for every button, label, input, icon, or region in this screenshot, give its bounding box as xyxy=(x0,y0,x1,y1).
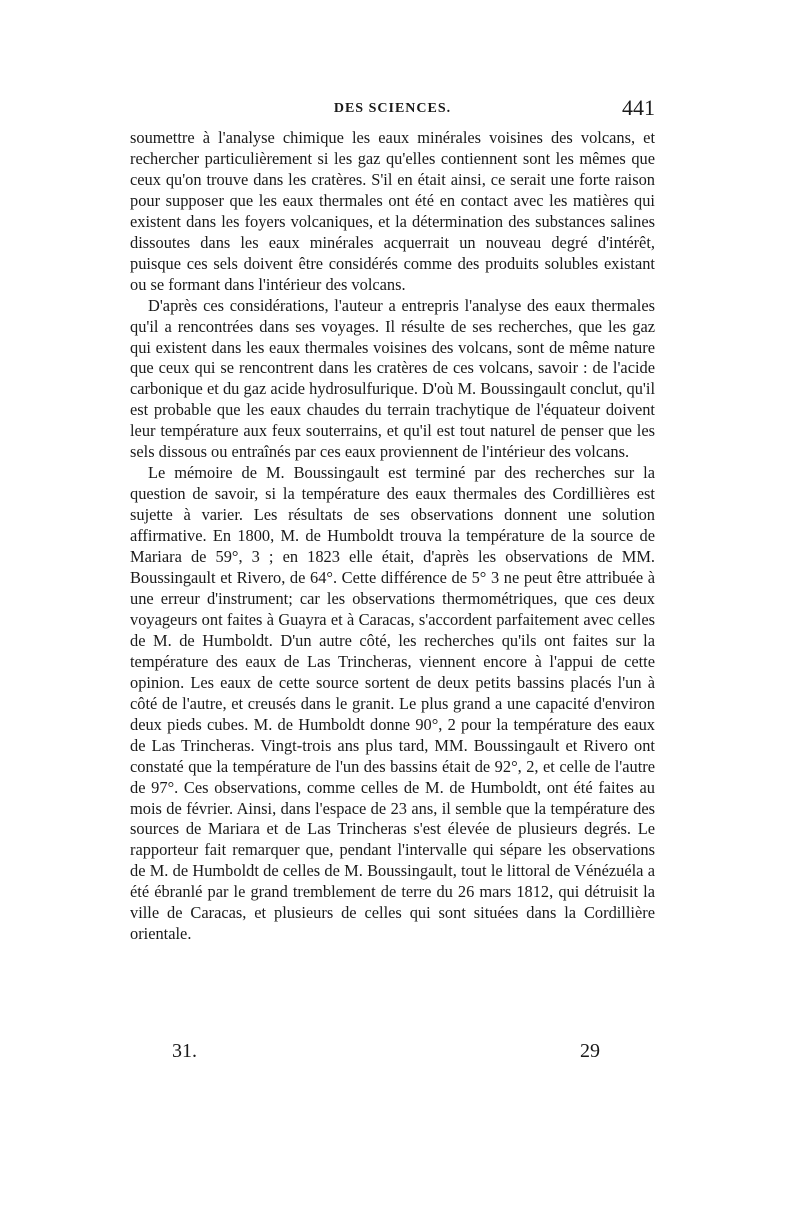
running-head xyxy=(130,95,655,125)
signature-mark: 31. xyxy=(172,1040,197,1062)
paragraph-temperature: Le mémoire de M. Boussingault est terminé par des recherches sur la question de savoir, si la température des eaux thermales des Cordillières est sujette à varier. Les résultats de ses observations donnent une solution affirmative. En 1800, M. de Humboldt trouva la température de la source de Mariara de 59°, 3 ; en 1823 elle était, d'après les observations de MM. Boussingault et Rivero, de 64°. Cette différence de 5° 3 ne peut être attribuée à une erreur d'instrument; car les observations thermométriques, que ces deux voyageurs ont faites à Guayra et à Caracas, s'accordent parfaitement avec celles de M. de Humboldt. D'un autre côté, les recherches qu'ils ont faites sur la température des eaux de Las Trincheras, viennent encore à l'appui de cette opinion. Les eaux de cette source sortent de deux petits bassins placés l'un à côté de l'autre, et creusés dans le granit. Le plus grand a une capacité d'environ deux pieds cubes. M. de Humboldt donne 90°, 2 pour la température des eaux de Las Trincheras. Vingt-trois ans plus tard, MM. Boussingault et Rivero ont constaté que la température de l'un des bassins était de 92°, 2, et celle de l'autre de 97°. Ces observations, comme celles de M. de Humboldt, ont été faites au mois de février. Ainsi, dans l'espace de 23 ans, il semble que la température des sources de Mariara et de Las Trincheras s'est élevée de plusieurs degrés. Le rapporteur fait remarquer que, pendant l'intervalle qui sépare les observations de M. de Humboldt de celles de M. Boussingault, tout le littoral de Vénézuéla a été ébranlé par le grand tremblement de terre du 26 mars 1812, qui détruisit la ville de Caracas, et plusieurs de celles qui sont situées dans la Cordillière orientale. xyxy=(130,463,655,944)
page-number: 441 xyxy=(622,95,655,120)
body-text xyxy=(130,128,655,945)
paragraph-analysis: D'après ces considérations, l'auteur a entrepris l'analyse des eaux thermales qu'il a rencontrées dans ses voyages. Il résulte de ses recherches, que les gaz qui existent dans les eaux thermales voisines des volcans, sont de même nature que ceux qui se rencontrent dans les cratères de ces volcans, savoir : de l'acide carbonique et du gaz acide hydrosulfurique. D'où M. Boussingault conclut, qu'il est probable que les eaux chaudes du terrain trachytique de l'équateur doivent leur température aux feux souterrains, et qu'il est tout naturel de penser que les sels dissous ou entraînés par ces eaux proviennent de l'intérieur des volcans. xyxy=(130,295,655,462)
page-footer xyxy=(130,1040,655,1070)
paragraph-continuation: soumettre à l'analyse chimique les eaux minérales voisines des volcans, et rechercher particulièrement si les gaz qu'elles contiennent sont les mêmes que ceux qu'on trouve dans les cratères. S'il en était ainsi, ce serait une forte raison pour supposer que les eaux thermales ont été en contact avec les matières qui existent dans les foyers volcaniques, et la détermination des substances salines dissoutes dans les eaux minérales acquerrait un nouveau degré d'intérêt, puisque ces sels doivent être considérés comme des produits solubles existant ou se formant dans l'intérieur des volcans. xyxy=(130,128,655,294)
running-title: DES SCIENCES. xyxy=(333,101,452,116)
sheet-number: 29 xyxy=(580,1040,600,1062)
